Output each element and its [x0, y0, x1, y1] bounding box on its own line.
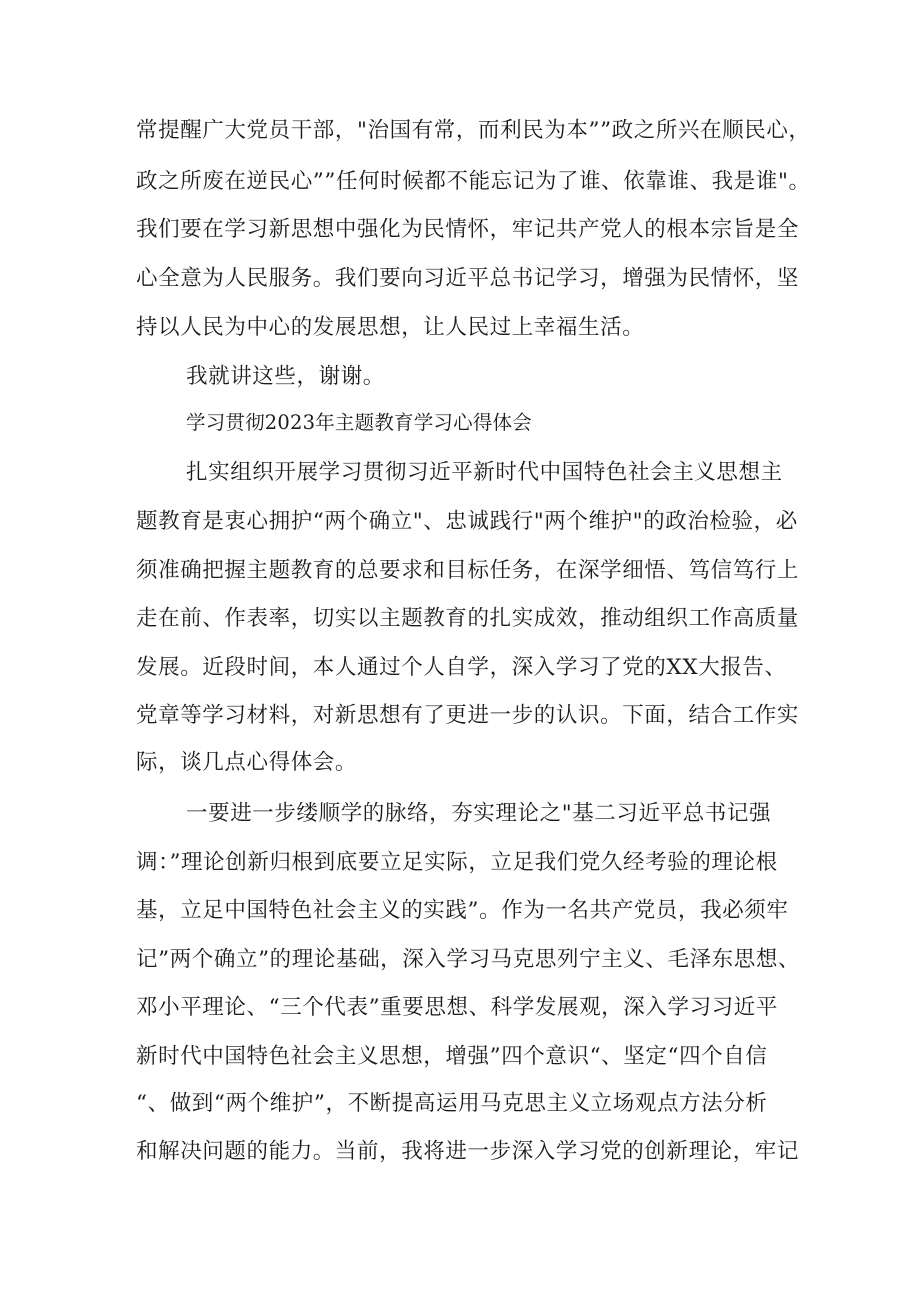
text-line: 发展。近段时间，本人通过个人自学，深入学习了党的XX大报告、	[136, 655, 787, 680]
text-line: 和解决问题的能力。当前，我将进一步深入学习党的创新理论，牢记	[136, 1139, 800, 1164]
text-line: “、做到“两个维护”，不断提高运用马克思主义立场观点方法分析	[136, 1091, 768, 1116]
text-line: 党章等学习材料，对新思想有了更进一步的认识。下面，结合工作实	[136, 703, 800, 728]
text-line: 记”两个确立”的理论基础，深入学习马克思列宁主义、毛泽东思想、	[136, 947, 801, 972]
text-line: 政之所废在逆民心””任何时候都不能忘记为了谁、依靠谁、我是谁"。	[136, 169, 811, 194]
text-line: 我就讲这些，谢谢。	[186, 364, 385, 389]
text-line: 须准确把握主题教育的总要求和目标任务，在深学细悟、笃信笃行上	[136, 558, 800, 583]
text-line: 一要进一步缕顺学的脉络，夯实理论之"基二习近平总书记强	[186, 801, 772, 826]
text-line: 邓小平理论、“三个代表”重要思想、科学发展观，深入学习习近平	[136, 995, 778, 1020]
text-line: 调：”理论创新归根到底要立足实际，立足我们党久经考验的理论根	[136, 850, 778, 875]
text-line: 题教育是衷心拥护“两个确立"、忠诚践行"两个维护"的政治检验，必	[136, 509, 798, 534]
text-line: 走在前、作表率，切实以主题教育的扎实成效，推动组织工作高质量	[136, 606, 800, 631]
text-line: 扎实组织开展学习贯彻习近平新时代中国特色社会主义思想主	[186, 460, 783, 485]
title-line: 学习贯彻2023年主题教育学习心得体会	[186, 411, 532, 434]
text-line: 新时代中国特色社会主义思想，增强”四个意识“、坚定“四个自信	[136, 1044, 768, 1069]
text-line: 常提醒广大党员干部，"治国有常，而利民为本””政之所兴在顺民心，	[136, 118, 811, 143]
text-line: 持以人民为中心的发展思想，让人民过上幸福生活。	[136, 315, 645, 340]
text-line: 际，谈几点心得体会。	[136, 750, 358, 775]
text-line: 我们要在学习新思想中强化为民情怀，牢记共产党人的根本宗旨是全	[136, 217, 800, 242]
text-line: 基，立足中国特色社会主义的实践”。作为一名共产党员，我必须牢	[136, 898, 789, 923]
text-line: 心全意为人民服务。我们要向习近平总书记学习，增强为民情怀，坚	[136, 266, 800, 291]
